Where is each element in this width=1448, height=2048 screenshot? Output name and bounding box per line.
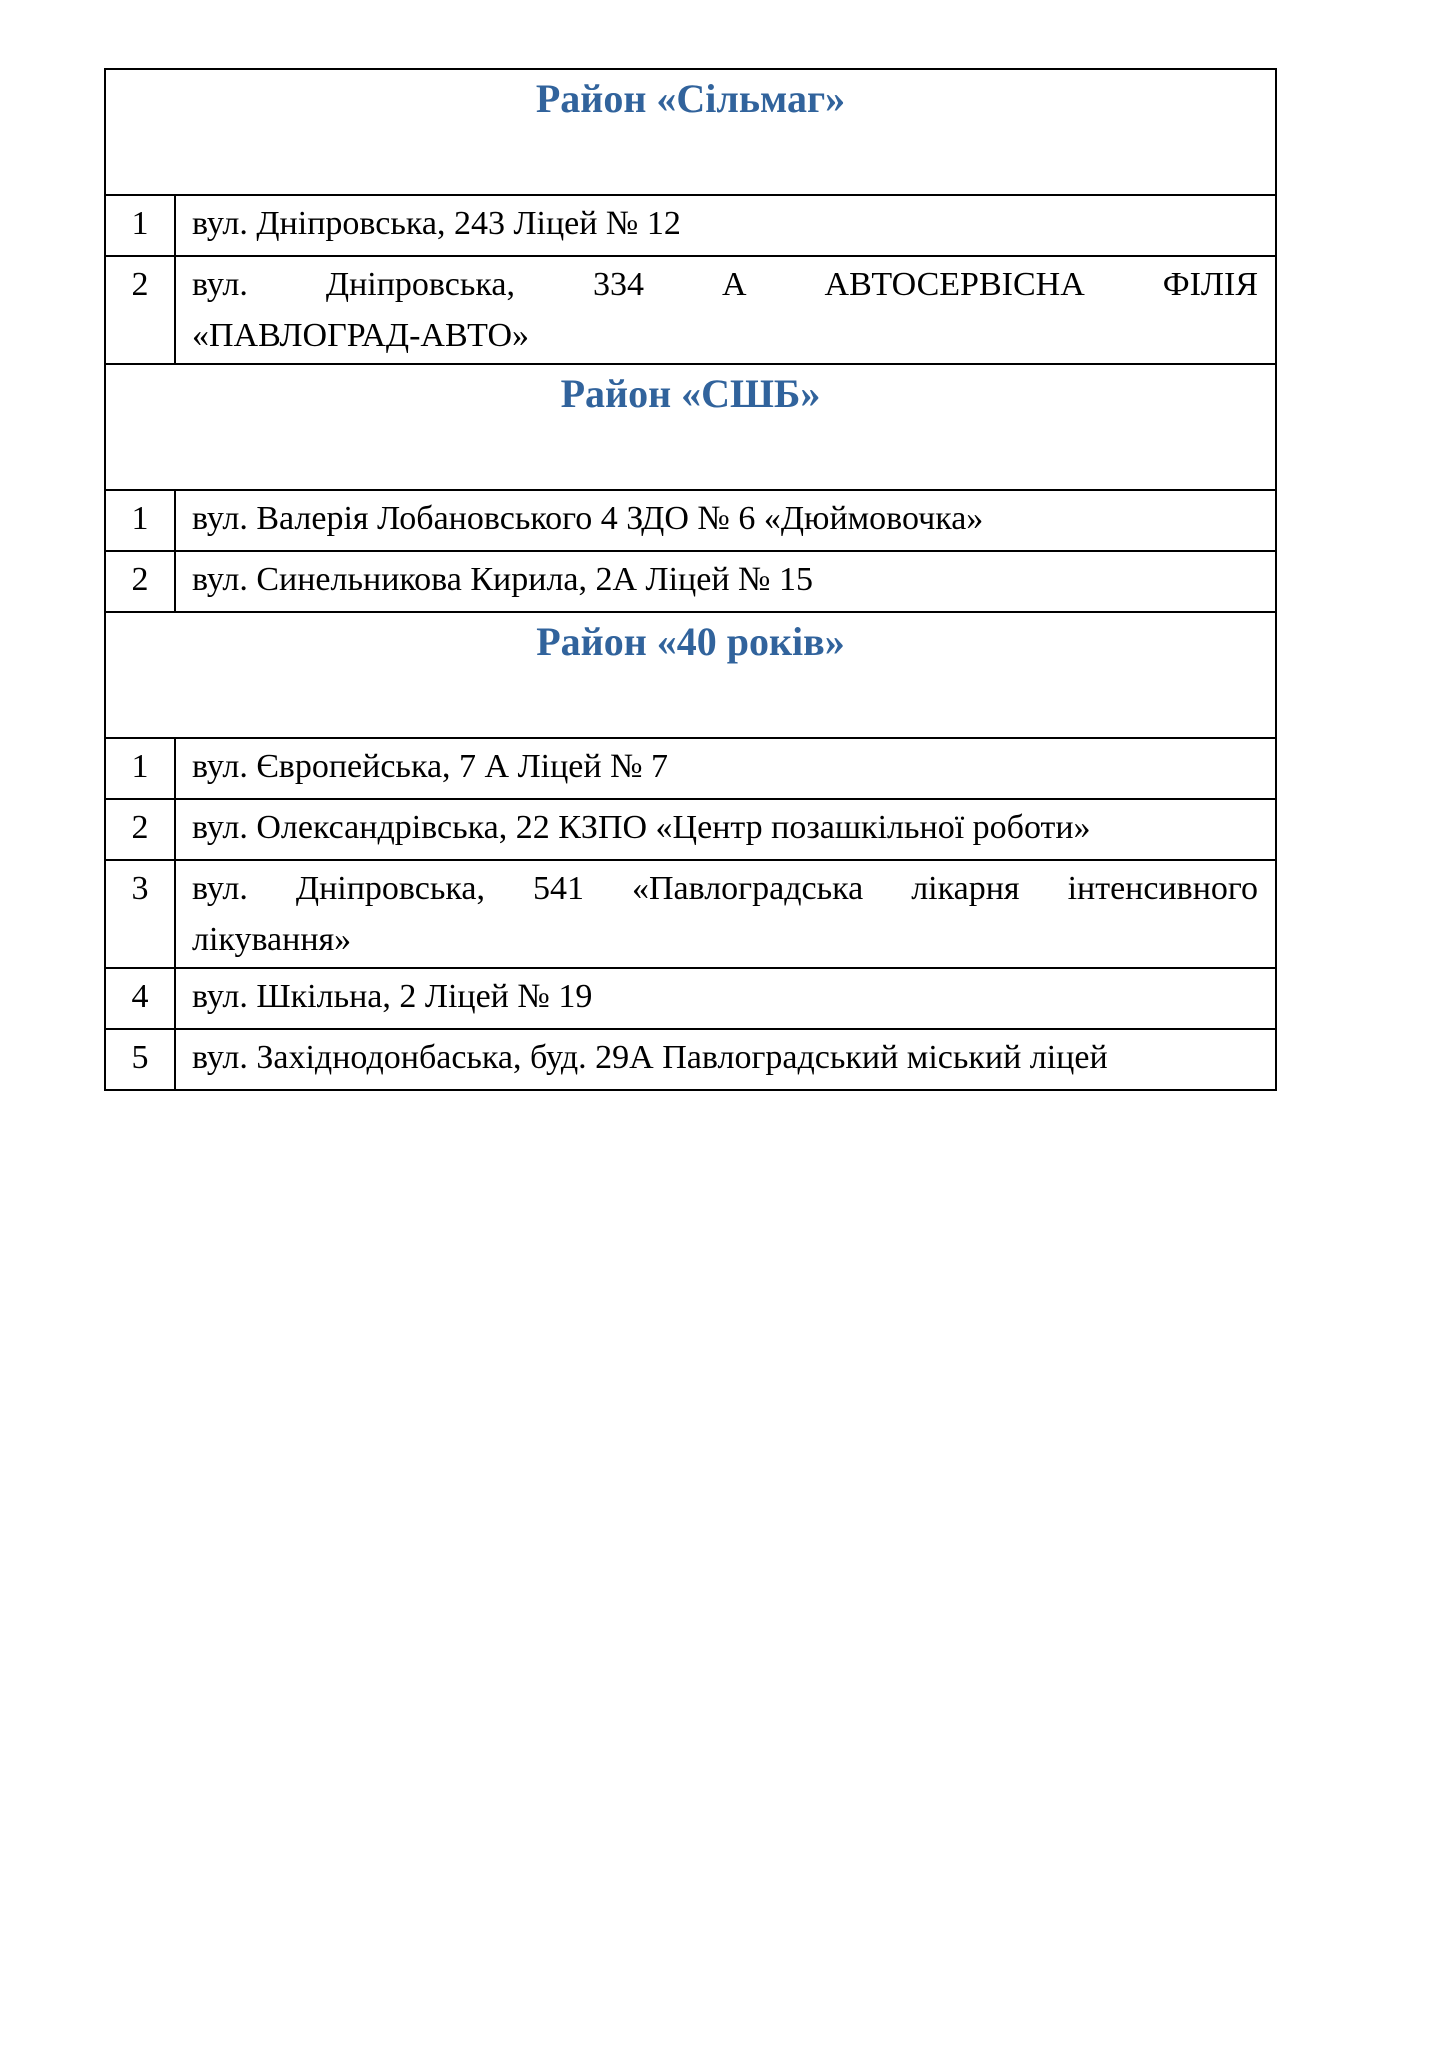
row-number-cell: [105, 195, 175, 256]
address-cell: [175, 799, 1276, 860]
row-number-cell: [105, 968, 175, 1029]
address-cell: [175, 968, 1276, 1029]
row-number-cell: [105, 860, 175, 968]
table-row: [105, 1029, 1276, 1090]
table-row: [105, 490, 1276, 551]
address-line: вул. Дніпровська, 334 А АВТОСЕРВІСНА ФІЛІЯ: [192, 266, 1258, 303]
row-number-cell: [105, 551, 175, 612]
address-cell: [175, 256, 1276, 364]
table-row: [105, 799, 1276, 860]
section-header-row: [105, 69, 1276, 195]
address-cell: [175, 551, 1276, 612]
section-title: Район «СШБ»: [560, 371, 821, 416]
address-line: вул. Олександрівська, 22 КЗПО «Центр позашкільної роботи»: [192, 809, 1091, 846]
row-number: 1: [131, 748, 149, 785]
address-cell: [175, 195, 1276, 256]
address-line: вул. Дніпровська, 541 «Павлоградська лікарня інтенсивного: [192, 870, 1258, 907]
row-number: 1: [131, 500, 149, 537]
address-line: вул. Синельникова Кирила, 2А Ліцей № 15: [192, 561, 813, 598]
address-cell: [175, 1029, 1276, 1090]
address-table: [104, 68, 1277, 1091]
address-line: вул. Дніпровська, 243 Ліцей № 12: [192, 205, 681, 242]
table-row: [105, 195, 1276, 256]
address-cell: [175, 738, 1276, 799]
row-number: 2: [131, 809, 149, 846]
table-row: [105, 256, 1276, 364]
row-number: 3: [131, 870, 149, 907]
address-line: вул. Валерія Лобановського 4 ЗДО № 6 «Дюймовочка»: [192, 500, 984, 537]
row-number-cell: [105, 490, 175, 551]
address-line: вул. Західнодонбаська, буд. 29А Павлоградський міський ліцей: [192, 1039, 1108, 1076]
row-number: 1: [131, 205, 149, 242]
address-line: «ПАВЛОГРАД-АВТО»: [192, 317, 530, 354]
table-row: [105, 860, 1276, 968]
section-header-row: [105, 612, 1276, 738]
row-number-cell: [105, 738, 175, 799]
section-title: Район «40 років»: [536, 619, 845, 664]
row-number-cell: [105, 799, 175, 860]
address-line: лікування»: [192, 921, 352, 958]
table-row: [105, 551, 1276, 612]
table-row: [105, 738, 1276, 799]
address-line: вул. Шкільна, 2 Ліцей № 19: [192, 978, 593, 1015]
address-cell: [175, 490, 1276, 551]
address-cell: [175, 860, 1276, 968]
section-header-cell: [105, 364, 1276, 490]
row-number: 4: [131, 978, 149, 1015]
section-header-cell: [105, 69, 1276, 195]
row-number: 5: [131, 1039, 149, 1076]
row-number-cell: [105, 256, 175, 364]
section-title: Район «Сільмаг»: [535, 76, 846, 121]
address-table-body: [105, 69, 1276, 1090]
table-row: [105, 968, 1276, 1029]
row-number: 2: [131, 561, 149, 598]
row-number: 2: [131, 266, 149, 303]
address-line: вул. Європейська, 7 А Ліцей № 7: [192, 748, 669, 785]
section-header-row: [105, 364, 1276, 490]
section-header-cell: [105, 612, 1276, 738]
row-number-cell: [105, 1029, 175, 1090]
